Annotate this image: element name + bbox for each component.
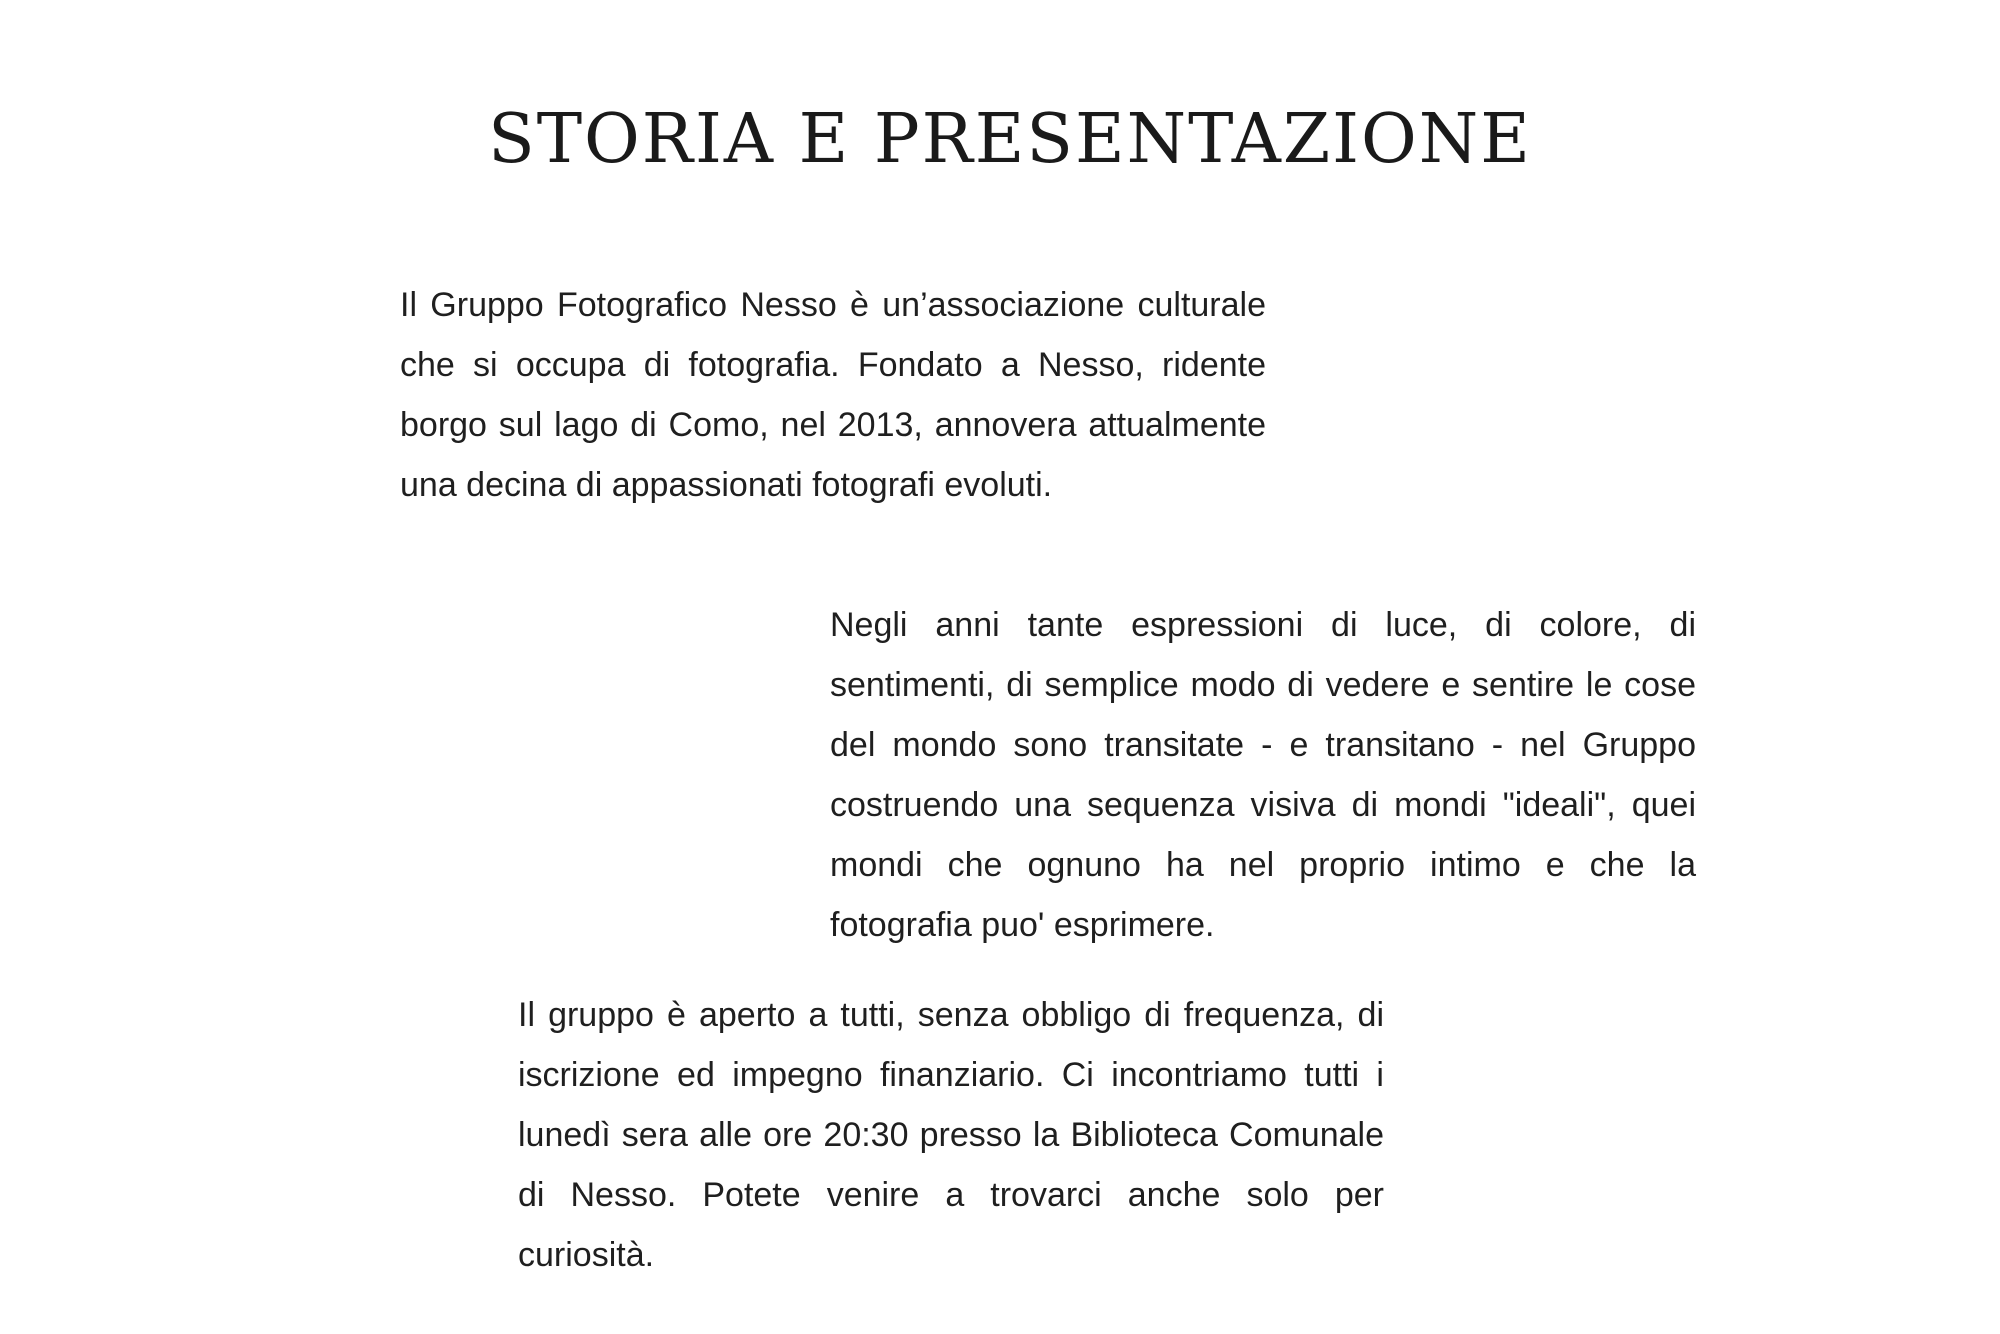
paragraph-history: Negli anni tante espressioni di luce, di colore, di sentimenti, di semplice modo di vedere e sentire le cose del mondo sono transitate - e transitano - nel Gruppo costruendo una sequenza visiva di mondi "ideali", quei mondi che ognuno ha nel proprio intimo e che la fotografia puo' esprimere.: [830, 606, 1696, 944]
paragraph-membership: Il gruppo è aperto a tutti, senza obbligo di frequenza, di iscrizione ed impegno finanziario. Ci incontriamo tutti i lunedì sera alle ore 20:30 presso la Biblioteca Comunale di Nesso. Potete venire a trovarci anche solo per curiosità.: [518, 996, 1384, 1274]
page-title: STORIA E PRESENTAZIONE: [488, 100, 1532, 179]
paragraph-intro: Il Gruppo Fotografico Nesso è un’associazione culturale che si occupa di fotografia. Fondato a Nesso, ridente borgo sul lago di Como, nel 2013, annovera attualmente una decina di appassionati fotografi evoluti.: [400, 286, 1266, 504]
